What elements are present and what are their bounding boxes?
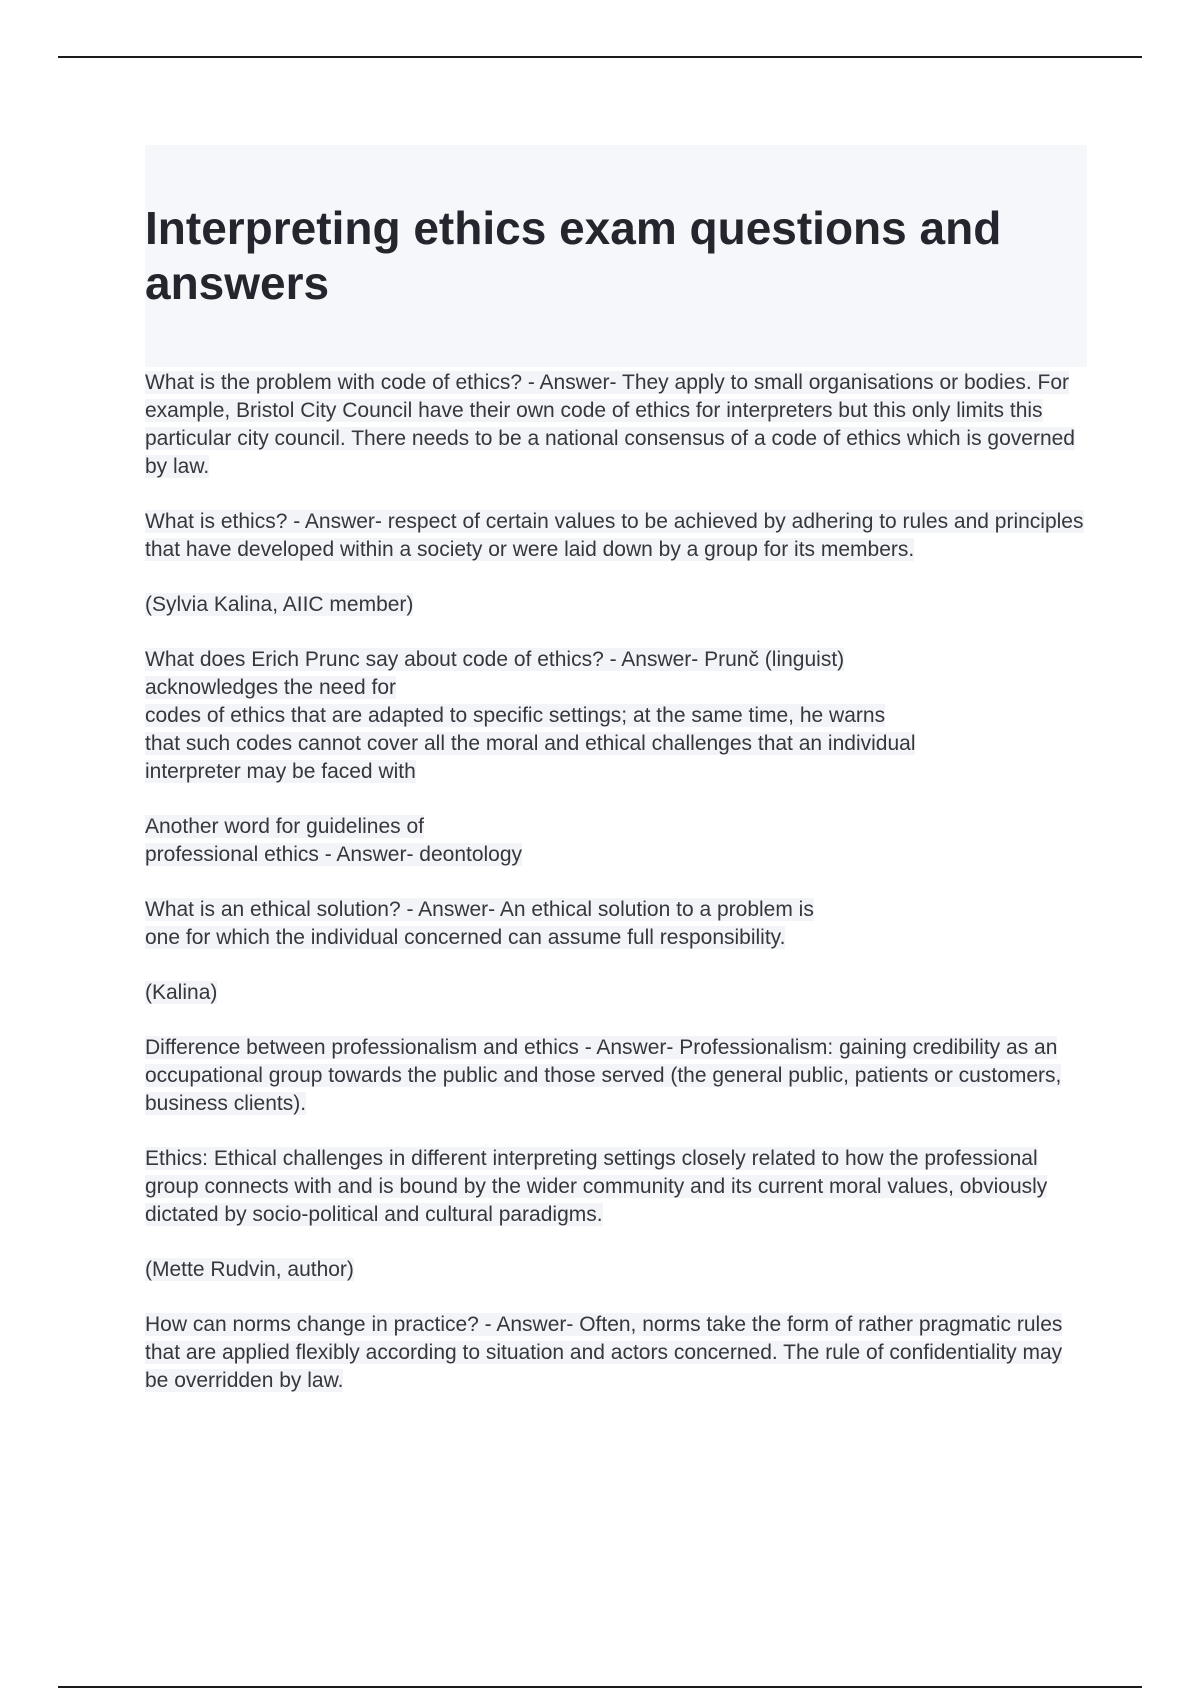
qa-norms-change: [145, 1311, 1090, 1395]
bottom-rule: [58, 1686, 1142, 1688]
paragraph-text: How can norms change in practice? - Answer- Often, norms take the form of rather pragmatic rules that are applied flexibly according to situation and actors concerned. The rule of confidentiality may be overridden by law.: [145, 1313, 1063, 1392]
paragraph-text: What is ethics? - Answer- respect of certain values to be achieved by adhering to rules and principles that have developed within a society or were laid down by a group for its members.: [145, 510, 1084, 561]
paragraph-text: (Mette Rudvin, author): [145, 1258, 354, 1281]
citation-rudvin: [145, 1256, 1090, 1284]
citation-kalina-aiic: [145, 591, 1090, 619]
paragraph-text: (Kalina): [145, 981, 218, 1004]
qa-erich-prunc: [145, 646, 1090, 786]
ethics-definition: [145, 1145, 1090, 1229]
paragraph-text: Another word for guidelines of professional ethics - Answer- deontology: [145, 815, 523, 866]
paragraph-text: What does Erich Prunc say about code of ethics? - Answer- Prunč (linguist) acknowledges the need for codes of ethics that are adapted to specific settings; at the same time, he warns that such codes cannot cover all the moral and ethical challenges that an individual interpreter may be faced with: [145, 648, 916, 783]
qa-deontology: [145, 813, 1090, 869]
paragraph-text: (Sylvia Kalina, AIIC member): [145, 593, 414, 616]
title-block: [145, 145, 1087, 367]
document-title: Interpreting ethics exam questions and answers: [145, 202, 1002, 309]
citation-kalina: [145, 979, 1090, 1007]
qa-ethical-solution: [145, 896, 1090, 952]
top-rule: [58, 56, 1142, 58]
document-body: [145, 369, 1090, 1422]
paragraph-text: What is an ethical solution? - Answer- An ethical solution to a problem is one for which the individual concerned can assume full responsibility.: [145, 898, 814, 949]
qa-problem-code-of-ethics: [145, 369, 1090, 481]
paragraph-text: Difference between professionalism and ethics - Answer- Professionalism: gaining credibility as an occupational group towards the public and those served (the general public, patients or customers, business clients).: [145, 1036, 1062, 1115]
paragraph-text: What is the problem with code of ethics? - Answer- They apply to small organisations or bodies. For example, Bristol City Council have their own code of ethics for interpreters but this only limits this particular city council. There needs to be a national consensus of a code of ethics which is governed by law.: [145, 371, 1075, 478]
paragraph-text: Ethics: Ethical challenges in different interpreting settings closely related to how the professional group connects with and is bound by the wider community and its current moral values, obviously dictated by socio-political and cultural paradigms.: [145, 1147, 1048, 1226]
qa-what-is-ethics: [145, 508, 1090, 564]
qa-professionalism-vs-ethics: [145, 1034, 1090, 1118]
